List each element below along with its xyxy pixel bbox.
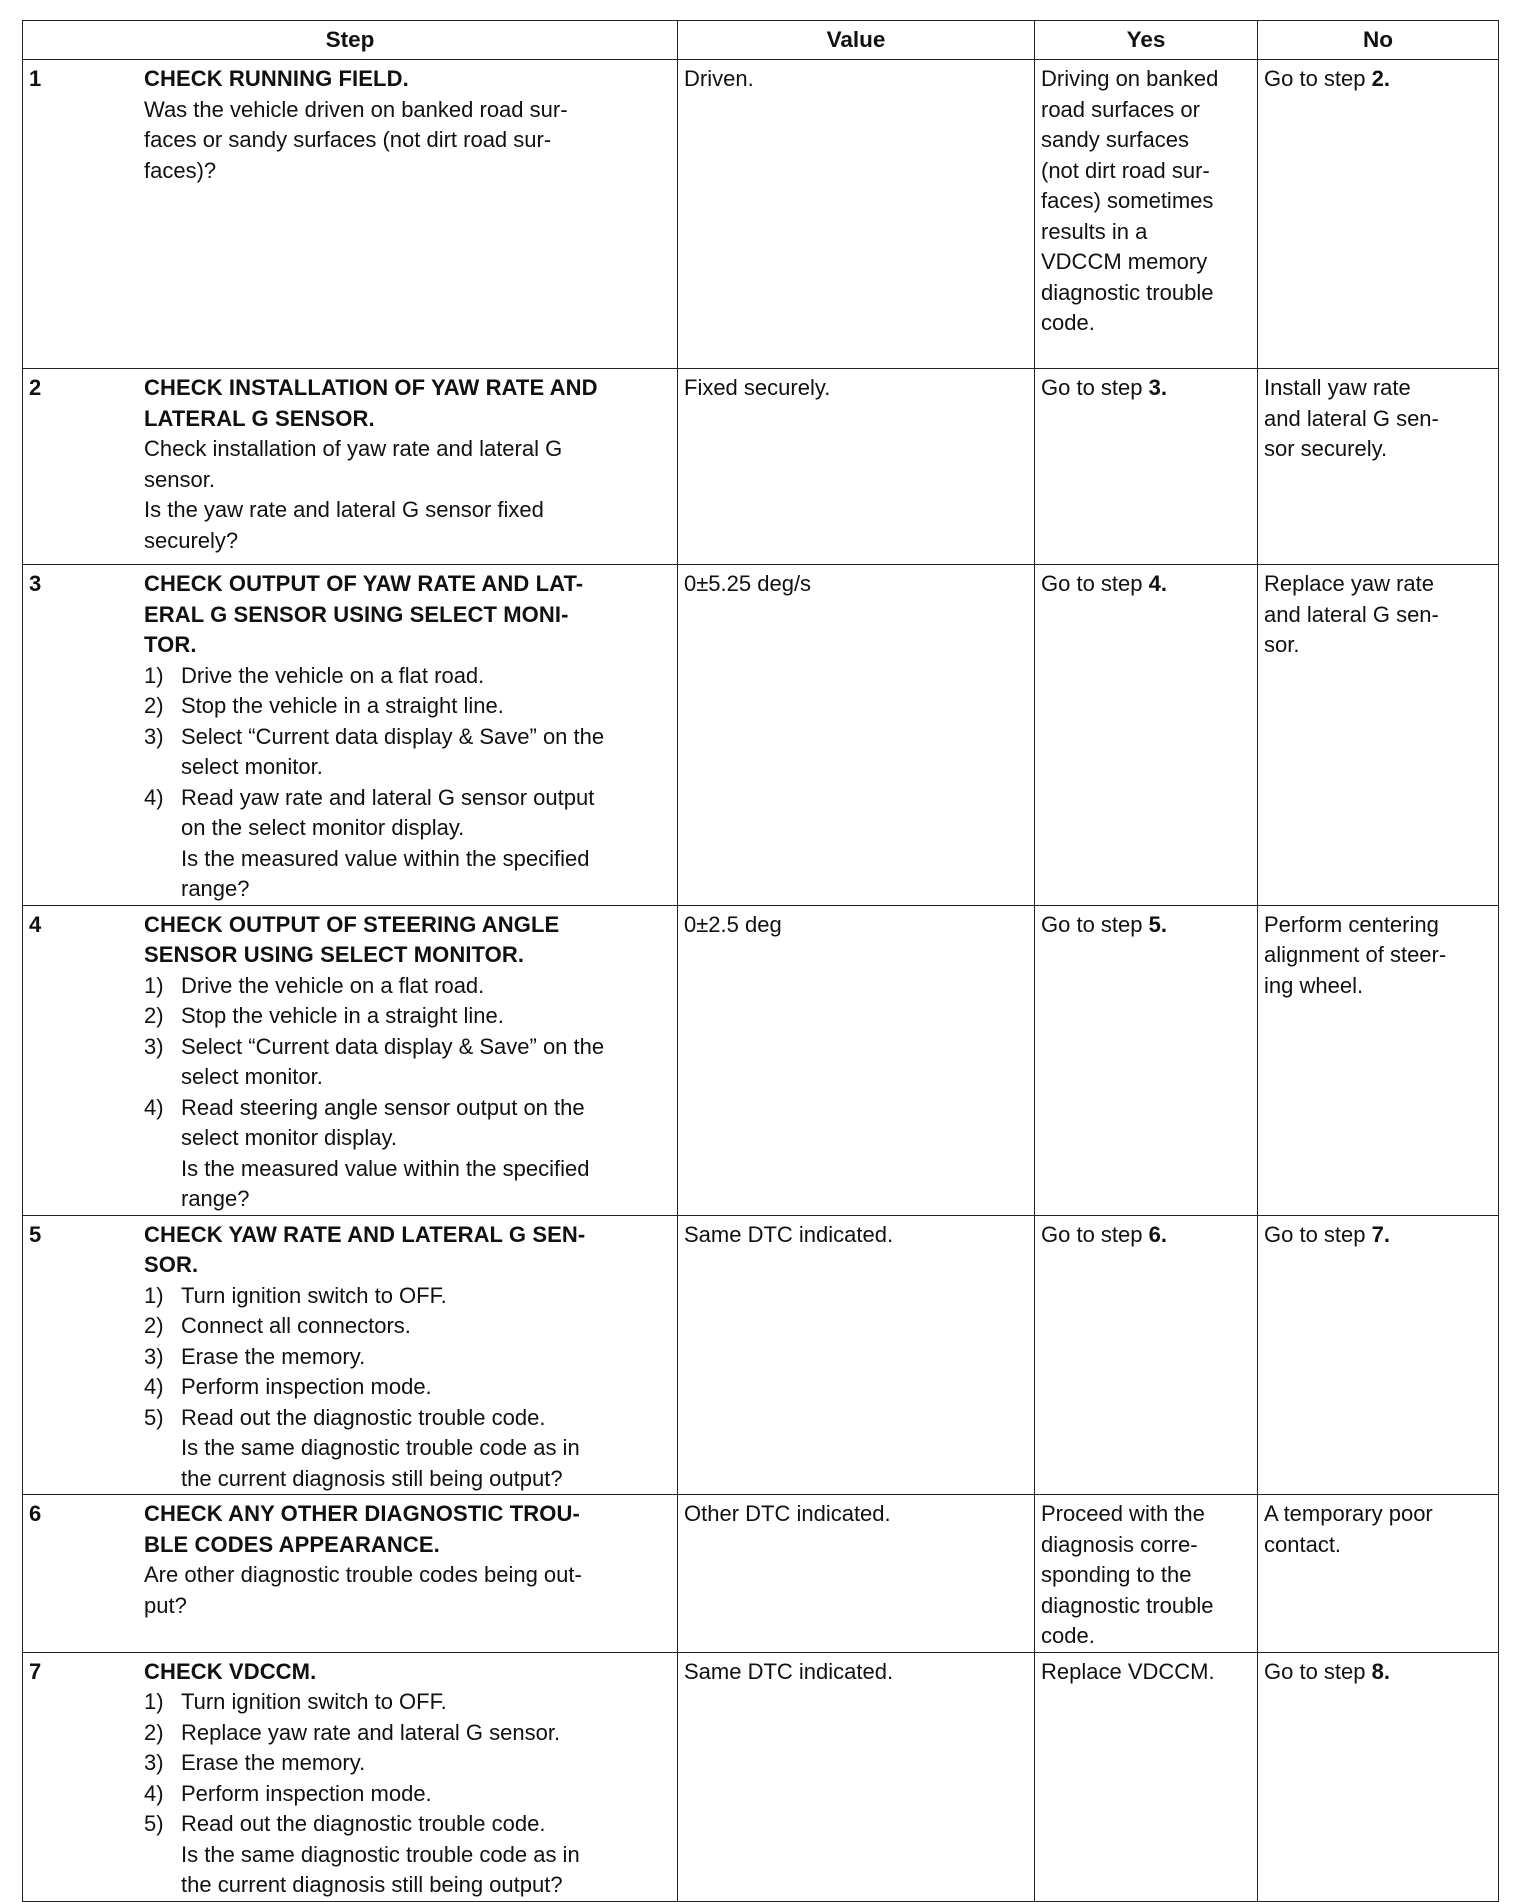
step-cell bbox=[23, 1215, 678, 1495]
list-item-number: 1) bbox=[144, 1282, 164, 1308]
step-text-line: faces or sandy surfaces (not dirt road sur- bbox=[144, 127, 552, 152]
list-item-line: Erase the memory. bbox=[181, 1343, 366, 1369]
table-row bbox=[23, 1652, 1499, 1901]
step-list-item bbox=[144, 722, 671, 783]
step-content bbox=[144, 64, 671, 186]
step-list-item bbox=[144, 1032, 671, 1093]
step-title bbox=[144, 1499, 671, 1560]
step-number: 4 bbox=[29, 911, 42, 937]
step-title-line: SOR. bbox=[144, 1252, 199, 1277]
no-step-ref: 2. bbox=[1371, 66, 1390, 91]
no-line: Replace yaw rate bbox=[1264, 571, 1434, 596]
list-item-text bbox=[181, 691, 671, 722]
list-item-line: Erase the memory. bbox=[181, 1750, 366, 1775]
list-item-line: select monitor display. bbox=[181, 1125, 398, 1150]
list-item-text bbox=[181, 722, 671, 783]
step-list-item bbox=[144, 1093, 671, 1154]
header-step: Step bbox=[23, 21, 678, 60]
list-item-text bbox=[181, 1372, 671, 1403]
step-number: 1 bbox=[29, 66, 42, 91]
no-line: and lateral G sen- bbox=[1264, 601, 1439, 627]
step-text-line: securely? bbox=[144, 527, 239, 553]
step-title-line: CHECK RUNNING FIELD. bbox=[144, 66, 409, 91]
list-item-line: Stop the vehicle in a straight line. bbox=[181, 693, 504, 718]
list-item-line: Read steering angle sensor output on the bbox=[181, 1094, 585, 1120]
list-item-text bbox=[181, 783, 671, 844]
no-goto-text: Go to step bbox=[1264, 66, 1372, 91]
step-content bbox=[144, 373, 671, 556]
step-title-line: CHECK VDCCM. bbox=[144, 1658, 317, 1684]
no-cell bbox=[1258, 1495, 1499, 1653]
yes-line: code. bbox=[1041, 310, 1095, 335]
list-item-text bbox=[181, 971, 671, 1002]
list-item-line: Select “Current data display & Save” on the bbox=[181, 723, 605, 749]
step-title bbox=[144, 569, 671, 661]
list-item-number: 2) bbox=[144, 1003, 164, 1028]
step-title-line: CHECK OUTPUT OF STEERING ANGLE bbox=[144, 911, 560, 937]
list-item-line: on the select monitor display. bbox=[181, 815, 465, 840]
step-text-line: Check installation of yaw rate and lateral G bbox=[144, 436, 563, 461]
list-item-number: 4) bbox=[144, 1374, 164, 1399]
question-line: the current diagnosis still being output? bbox=[181, 1465, 563, 1491]
yes-goto-text: Go to step bbox=[1041, 1221, 1149, 1247]
list-item-text bbox=[181, 1403, 671, 1434]
step-content bbox=[144, 1220, 671, 1495]
step-title-line: BLE CODES APPEARANCE. bbox=[144, 1531, 440, 1557]
step-list-item bbox=[144, 1001, 671, 1032]
step-content bbox=[144, 1499, 671, 1621]
header-row bbox=[23, 21, 1499, 60]
list-item-text bbox=[181, 661, 671, 692]
value-cell bbox=[678, 1215, 1035, 1495]
list-item-text bbox=[181, 1001, 671, 1032]
yes-step-ref: 3. bbox=[1148, 375, 1167, 400]
yes-cell bbox=[1035, 905, 1258, 1215]
value-text: Fixed securely. bbox=[684, 375, 831, 400]
list-item-number: 5) bbox=[144, 1811, 164, 1836]
question-line: the current diagnosis still being output? bbox=[181, 1872, 563, 1897]
yes-cell bbox=[1035, 1495, 1258, 1653]
list-item-line: Drive the vehicle on a flat road. bbox=[181, 662, 485, 688]
value-cell bbox=[678, 905, 1035, 1215]
yes-line: road surfaces or bbox=[1041, 96, 1200, 122]
step-text-line: Is the yaw rate and lateral G sensor fixed bbox=[144, 497, 544, 522]
list-item-number: 1) bbox=[144, 662, 164, 688]
step-question bbox=[144, 1840, 671, 1901]
yes-goto-text: Go to step bbox=[1041, 911, 1149, 937]
list-item-number: 2) bbox=[144, 1313, 164, 1338]
value-text: 0±2.5 deg bbox=[684, 911, 782, 937]
yes-cell bbox=[1035, 1652, 1258, 1901]
value-cell bbox=[678, 1652, 1035, 1901]
yes-line: code. bbox=[1041, 1623, 1095, 1648]
yes-line: (not dirt road sur- bbox=[1041, 157, 1210, 183]
step-content bbox=[144, 1657, 671, 1901]
no-cell bbox=[1258, 565, 1499, 906]
question-line: Is the same diagnostic trouble code as in bbox=[181, 1435, 580, 1460]
step-number: 7 bbox=[29, 1658, 42, 1684]
no-cell bbox=[1258, 60, 1499, 369]
step-list-item bbox=[144, 1281, 671, 1312]
yes-line: diagnostic trouble bbox=[1041, 279, 1214, 305]
yes-cell bbox=[1035, 565, 1258, 906]
step-list-item bbox=[144, 691, 671, 722]
step-title-line: TOR. bbox=[144, 632, 197, 657]
step-list-item bbox=[144, 1809, 671, 1840]
no-line: Install yaw rate bbox=[1264, 375, 1411, 400]
list-item-line: Read yaw rate and lateral G sensor output bbox=[181, 784, 595, 810]
list-item-line: Perform inspection mode. bbox=[181, 1374, 432, 1399]
list-item-number: 3) bbox=[144, 1750, 164, 1775]
step-list-item bbox=[144, 971, 671, 1002]
step-number: 3 bbox=[29, 571, 42, 596]
yes-goto-text: Go to step bbox=[1041, 571, 1149, 596]
question-line: Is the same diagnostic trouble code as in bbox=[181, 1841, 580, 1867]
header-value: Value bbox=[678, 21, 1035, 60]
yes-cell bbox=[1035, 1215, 1258, 1495]
yes-line: sandy surfaces bbox=[1041, 127, 1189, 152]
no-line: Perform centering bbox=[1264, 911, 1439, 937]
yes-line: faces) sometimes bbox=[1041, 188, 1214, 213]
step-title-line: LATERAL G SENSOR. bbox=[144, 405, 375, 431]
question-line: Is the measured value within the specified bbox=[181, 845, 590, 871]
no-line: alignment of steer- bbox=[1264, 942, 1447, 967]
list-item-number: 5) bbox=[144, 1404, 164, 1430]
step-question bbox=[144, 844, 671, 905]
list-item-line: Read out the diagnostic trouble code. bbox=[181, 1404, 546, 1430]
no-cell bbox=[1258, 369, 1499, 565]
no-line: A temporary poor bbox=[1264, 1501, 1433, 1526]
list-item-text bbox=[181, 1809, 671, 1840]
yes-step-ref: 5. bbox=[1148, 911, 1167, 937]
question-line: range? bbox=[181, 1186, 250, 1211]
list-item-text bbox=[181, 1281, 671, 1312]
step-number: 6 bbox=[29, 1501, 42, 1526]
no-line: ing wheel. bbox=[1264, 972, 1364, 998]
step-title-line: CHECK OUTPUT OF YAW RATE AND LAT- bbox=[144, 571, 584, 596]
list-item-text bbox=[181, 1748, 671, 1779]
list-item-number: 2) bbox=[144, 1719, 164, 1745]
list-item-line: select monitor. bbox=[181, 754, 323, 779]
no-step-ref: 7. bbox=[1371, 1221, 1390, 1247]
list-item-number: 1) bbox=[144, 1689, 164, 1714]
value-cell bbox=[678, 60, 1035, 369]
step-list-item bbox=[144, 661, 671, 692]
step-title-line: ERAL G SENSOR USING SELECT MONI- bbox=[144, 601, 569, 627]
value-text: Same DTC indicated. bbox=[684, 1658, 894, 1684]
list-item-number: 1) bbox=[144, 972, 164, 998]
yes-line: diagnosis corre- bbox=[1041, 1531, 1198, 1557]
diagnostic-procedure-table bbox=[22, 20, 1499, 1902]
list-item-line: Connect all connectors. bbox=[181, 1313, 411, 1338]
yes-step-ref: 6. bbox=[1148, 1221, 1167, 1247]
yes-line: VDCCM memory bbox=[1041, 249, 1208, 274]
list-item-line: select monitor. bbox=[181, 1064, 323, 1089]
no-cell bbox=[1258, 1652, 1499, 1901]
step-cell bbox=[23, 1495, 678, 1653]
step-list-item bbox=[144, 1372, 671, 1403]
step-list-item bbox=[144, 1748, 671, 1779]
step-title-line: CHECK ANY OTHER DIAGNOSTIC TROU- bbox=[144, 1501, 580, 1526]
yes-line: sponding to the bbox=[1041, 1562, 1192, 1587]
value-text: Same DTC indicated. bbox=[684, 1221, 894, 1247]
no-line: sor securely. bbox=[1264, 436, 1388, 461]
value-cell bbox=[678, 1495, 1035, 1653]
step-content bbox=[144, 910, 671, 1215]
step-text-line: Was the vehicle driven on banked road sur- bbox=[144, 96, 568, 122]
step-title bbox=[144, 910, 671, 971]
no-goto-text: Go to step bbox=[1264, 1658, 1372, 1684]
list-item-number: 4) bbox=[144, 1780, 164, 1806]
step-content bbox=[144, 569, 671, 905]
value-cell bbox=[678, 369, 1035, 565]
list-item-line: Perform inspection mode. bbox=[181, 1780, 432, 1806]
yes-line: results in a bbox=[1041, 218, 1148, 244]
no-line: and lateral G sen- bbox=[1264, 405, 1439, 431]
step-text-line: Are other diagnostic trouble codes being out- bbox=[144, 1562, 582, 1587]
list-item-text bbox=[181, 1311, 671, 1342]
header-yes: Yes bbox=[1035, 21, 1258, 60]
yes-line: Driving on banked bbox=[1041, 66, 1219, 91]
list-item-line: Drive the vehicle on a flat road. bbox=[181, 972, 485, 998]
list-item-line: Read out the diagnostic trouble code. bbox=[181, 1811, 546, 1836]
list-item-line: Turn ignition switch to OFF. bbox=[181, 1282, 447, 1308]
question-line: range? bbox=[181, 876, 250, 901]
no-line: contact. bbox=[1264, 1531, 1342, 1557]
list-item-line: Turn ignition switch to OFF. bbox=[181, 1689, 447, 1714]
list-item-number: 3) bbox=[144, 723, 164, 749]
list-item-line: Select “Current data display & Save” on the bbox=[181, 1033, 605, 1059]
list-item-text bbox=[181, 1032, 671, 1093]
table-row bbox=[23, 1215, 1499, 1495]
no-cell bbox=[1258, 1215, 1499, 1495]
yes-line: Replace VDCCM. bbox=[1041, 1658, 1215, 1684]
list-item-text bbox=[181, 1687, 671, 1718]
step-list-item bbox=[144, 1311, 671, 1342]
yes-cell bbox=[1035, 60, 1258, 369]
no-goto-text: Go to step bbox=[1264, 1221, 1372, 1247]
step-title-line: CHECK YAW RATE AND LATERAL G SEN- bbox=[144, 1221, 586, 1247]
table-row bbox=[23, 1495, 1499, 1653]
value-text: Other DTC indicated. bbox=[684, 1501, 891, 1526]
step-number: 2 bbox=[29, 375, 42, 400]
step-text-line: put? bbox=[144, 1592, 187, 1618]
no-step-ref: 8. bbox=[1371, 1658, 1390, 1684]
question-line: Is the measured value within the specified bbox=[181, 1155, 590, 1181]
table-row bbox=[23, 60, 1499, 369]
value-text: 0±5.25 deg/s bbox=[684, 571, 812, 596]
yes-line: Proceed with the bbox=[1041, 1501, 1205, 1526]
table-row bbox=[23, 905, 1499, 1215]
step-title-line: CHECK INSTALLATION OF YAW RATE AND bbox=[144, 375, 598, 400]
step-title bbox=[144, 1657, 671, 1688]
list-item-line: Stop the vehicle in a straight line. bbox=[181, 1003, 504, 1028]
list-item-number: 3) bbox=[144, 1343, 164, 1369]
step-list-item bbox=[144, 1779, 671, 1810]
step-cell bbox=[23, 60, 678, 369]
step-title bbox=[144, 373, 671, 434]
yes-step-ref: 4. bbox=[1148, 571, 1167, 596]
list-item-text bbox=[181, 1093, 671, 1154]
list-item-text bbox=[181, 1779, 671, 1810]
step-text-line: sensor. bbox=[144, 466, 215, 492]
yes-line: diagnostic trouble bbox=[1041, 1592, 1214, 1618]
step-cell bbox=[23, 1652, 678, 1901]
list-item-text bbox=[181, 1342, 671, 1373]
step-title-line: SENSOR USING SELECT MONITOR. bbox=[144, 942, 525, 967]
step-list-item bbox=[144, 783, 671, 844]
step-list-item bbox=[144, 1342, 671, 1373]
step-cell bbox=[23, 565, 678, 906]
step-cell bbox=[23, 369, 678, 565]
step-question bbox=[144, 1433, 671, 1494]
step-list-item bbox=[144, 1687, 671, 1718]
step-title bbox=[144, 64, 671, 95]
step-title bbox=[144, 1220, 671, 1281]
value-text: Driven. bbox=[684, 66, 754, 91]
step-text-line: faces)? bbox=[144, 157, 217, 183]
list-item-number: 4) bbox=[144, 784, 164, 810]
step-number: 5 bbox=[29, 1221, 42, 1247]
list-item-text bbox=[181, 1718, 671, 1749]
list-item-line: Replace yaw rate and lateral G sensor. bbox=[181, 1719, 561, 1745]
table-row bbox=[23, 369, 1499, 565]
step-list-item bbox=[144, 1718, 671, 1749]
yes-cell bbox=[1035, 369, 1258, 565]
step-question bbox=[144, 1154, 671, 1215]
value-cell bbox=[678, 565, 1035, 906]
header-no: No bbox=[1258, 21, 1499, 60]
list-item-number: 3) bbox=[144, 1033, 164, 1059]
list-item-number: 2) bbox=[144, 693, 164, 718]
step-list-item bbox=[144, 1403, 671, 1434]
step-cell bbox=[23, 905, 678, 1215]
list-item-number: 4) bbox=[144, 1094, 164, 1120]
no-line: sor. bbox=[1264, 632, 1300, 657]
table-row bbox=[23, 565, 1499, 906]
yes-goto-text: Go to step bbox=[1041, 375, 1149, 400]
no-cell bbox=[1258, 905, 1499, 1215]
